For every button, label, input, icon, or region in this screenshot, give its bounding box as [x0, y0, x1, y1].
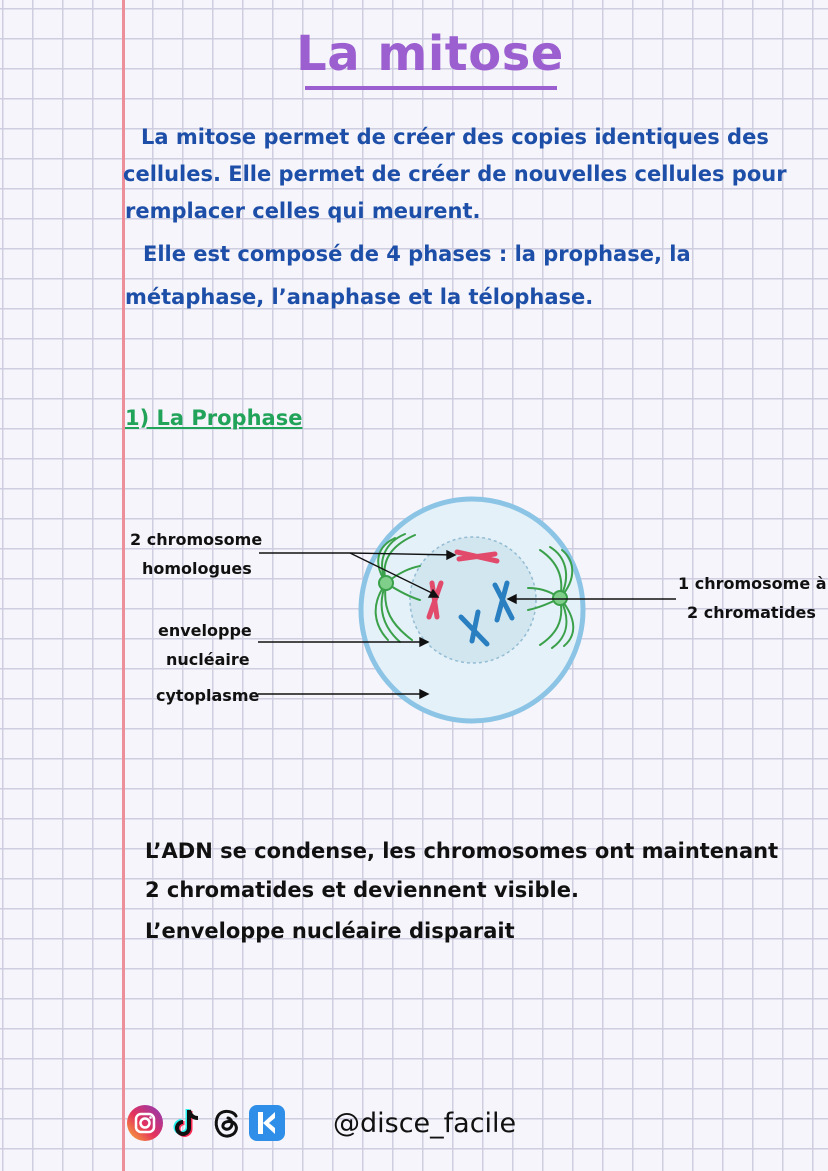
description-line-1: L’ADN se condense, les chromosomes ont maintenant — [145, 839, 779, 863]
label-envelope-line2: nucléaire — [166, 650, 250, 669]
description-line-3: L’enveloppe nucléaire disparait — [145, 919, 515, 943]
intro-line-5: métaphase, l’anaphase et la télophase. — [125, 285, 594, 309]
intro-line-2: cellules. Elle permet de créer de nouvelles cellules pour — [123, 162, 787, 186]
page-title: La mitose — [296, 26, 564, 82]
instagram-icon[interactable] — [126, 1104, 164, 1142]
label-homologous-line1: 2 chromosome — [130, 530, 263, 549]
title-underline — [305, 86, 557, 90]
kolecto-icon[interactable] — [248, 1104, 286, 1142]
social-handle[interactable]: @disce_facile — [333, 1108, 517, 1139]
label-cytoplasm: cytoplasme — [156, 686, 260, 705]
label-homologous-line2: homologues — [142, 559, 252, 578]
threads-icon[interactable] — [208, 1104, 246, 1142]
intro-line-3: remplacer celles qui meurent. — [125, 199, 481, 223]
intro-line-4: Elle est composé de 4 phases : la prophase, la — [143, 242, 691, 266]
label-chromatids-line1: 1 chromosome à — [678, 574, 827, 593]
label-envelope-line1: enveloppe — [158, 621, 252, 640]
intro-line-1: La mitose permet de créer des copies identiques des — [141, 125, 769, 149]
tiktok-icon[interactable] — [168, 1104, 206, 1142]
description-line-2: 2 chromatides et deviennent visible. — [145, 878, 579, 902]
section-heading-prophase: 1) La Prophase — [125, 406, 303, 430]
label-chromatids-line2: 2 chromatides — [687, 603, 816, 622]
